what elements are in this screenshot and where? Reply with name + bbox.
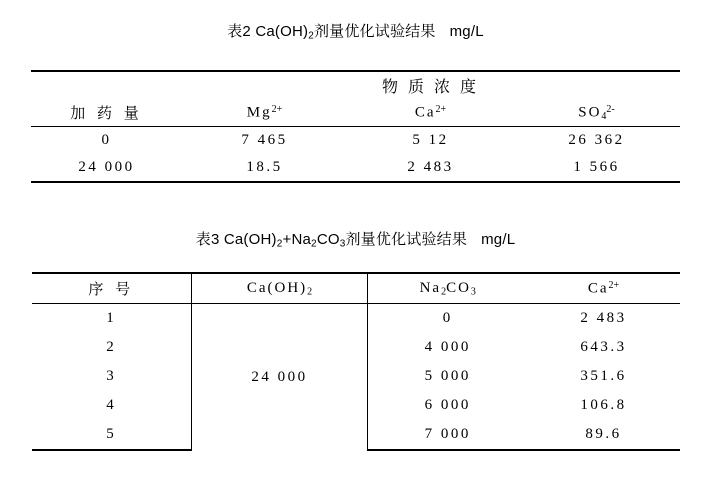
table3-header-ca-text: Ca [587, 280, 609, 297]
table2-header-so4 [513, 99, 679, 127]
table3-header-ca [528, 273, 680, 304]
table2-caption [0, 20, 711, 42]
table2-cell-dose: 24 000 [31, 154, 181, 182]
table2-cell-so4: 1 566 [513, 154, 679, 182]
table3-caption-sub2: 2 [311, 238, 317, 250]
table3-header-caoh [192, 273, 368, 304]
table3-caption-co: CO [316, 231, 340, 248]
table3-cell-na2co3: 5 000 [424, 368, 471, 384]
table2-header-mg-sup: 2+ [271, 103, 283, 115]
table3-header-na2co3 [368, 273, 528, 304]
table3-cell-na2co3: 0 [368, 304, 528, 334]
table3-header-ca-sup: 2+ [608, 279, 620, 291]
table3 [32, 272, 680, 451]
table2-cell-dose: 0 [31, 127, 181, 155]
table2-header-so4-text: SO [578, 104, 602, 120]
table2-header-dose: 加 药 量 [70, 106, 143, 122]
table3-cell-caoh: 24 000 [192, 304, 368, 451]
table3-cell-na2co3: 6 000 [424, 397, 471, 413]
table2-caption-prefix: 表2 Ca(OH) [227, 23, 309, 40]
table3-header-no: 序 号 [32, 273, 192, 304]
table3-header-na2co3-na: Na [419, 279, 442, 296]
table2-cell-ca: 2 483 [347, 154, 513, 182]
table2-cell-so4: 26 362 [513, 127, 679, 155]
table2-header-ca-sup: 2+ [435, 103, 447, 115]
table3-cell-no: 2 [106, 339, 117, 355]
table3-caption-plus: +Na [282, 231, 312, 248]
table3-cell-ca: 106.8 [580, 397, 627, 413]
table2-header-ca-text: Ca [414, 104, 436, 121]
table3-cell-no: 4 [106, 397, 117, 413]
table2-cell-ca: 5 12 [347, 127, 513, 155]
table3-header-na2co3-co: CO [446, 279, 471, 296]
table2-header-blank [31, 71, 181, 99]
table2-header-row-cols [31, 99, 679, 127]
table2-caption-suffix: 剂量优化试验结果 [313, 23, 436, 40]
table3-cell-na2co3: 4 000 [424, 339, 471, 355]
table3-caption-suffix: 剂量优化试验结果 [345, 231, 468, 248]
table3-caption-unit: mg/L [481, 231, 516, 248]
table3-cell-ca: 643.3 [580, 339, 627, 355]
table3-caption-prefix: 表3 Ca(OH) [195, 231, 277, 248]
table3-header-na2co3-sub2: 3 [470, 286, 476, 298]
table2-header-row-group [31, 71, 679, 99]
table2-header-mg [181, 99, 347, 127]
table3-caption [0, 228, 711, 250]
table2-cell-mg: 7 465 [181, 127, 347, 155]
table3-header-na2co3-sub1: 2 [441, 286, 447, 298]
table3-caption-sub1: 2 [276, 238, 283, 250]
table2-caption-sub: 2 [308, 30, 314, 42]
table3-container [0, 272, 711, 451]
table2-caption-unit: mg/L [449, 23, 484, 40]
table3-cell-no: 5 [32, 420, 192, 450]
table3-cell-no: 1 [32, 304, 192, 334]
table-row [31, 127, 679, 155]
table3-cell-no: 3 [106, 368, 117, 384]
table3-header-caoh-sub: 2 [307, 286, 313, 298]
table2-header-ca [347, 99, 513, 127]
table3-header-caoh-text: Ca(OH) [246, 279, 308, 296]
table2-header-so4-sub: 4 [601, 110, 607, 122]
table3-cell-na2co3: 7 000 [368, 420, 528, 450]
table3-cell-ca: 89.6 [528, 420, 680, 450]
table2-cell-mg: 18.5 [181, 154, 347, 182]
table-row [32, 304, 680, 334]
table2-header-group: 物 质 浓 度 [181, 71, 679, 99]
table3-caption-sub3: 3 [339, 238, 346, 250]
table3-header-row [32, 273, 680, 304]
table2-header-mg-text: Mg [246, 104, 272, 121]
table-row [31, 154, 679, 182]
table3-cell-ca: 2 483 [528, 304, 680, 334]
table2-container [0, 70, 711, 183]
table2-header-so4-sup: 2- [606, 103, 615, 115]
table2 [31, 70, 679, 183]
table3-cell-ca: 351.6 [580, 368, 627, 384]
